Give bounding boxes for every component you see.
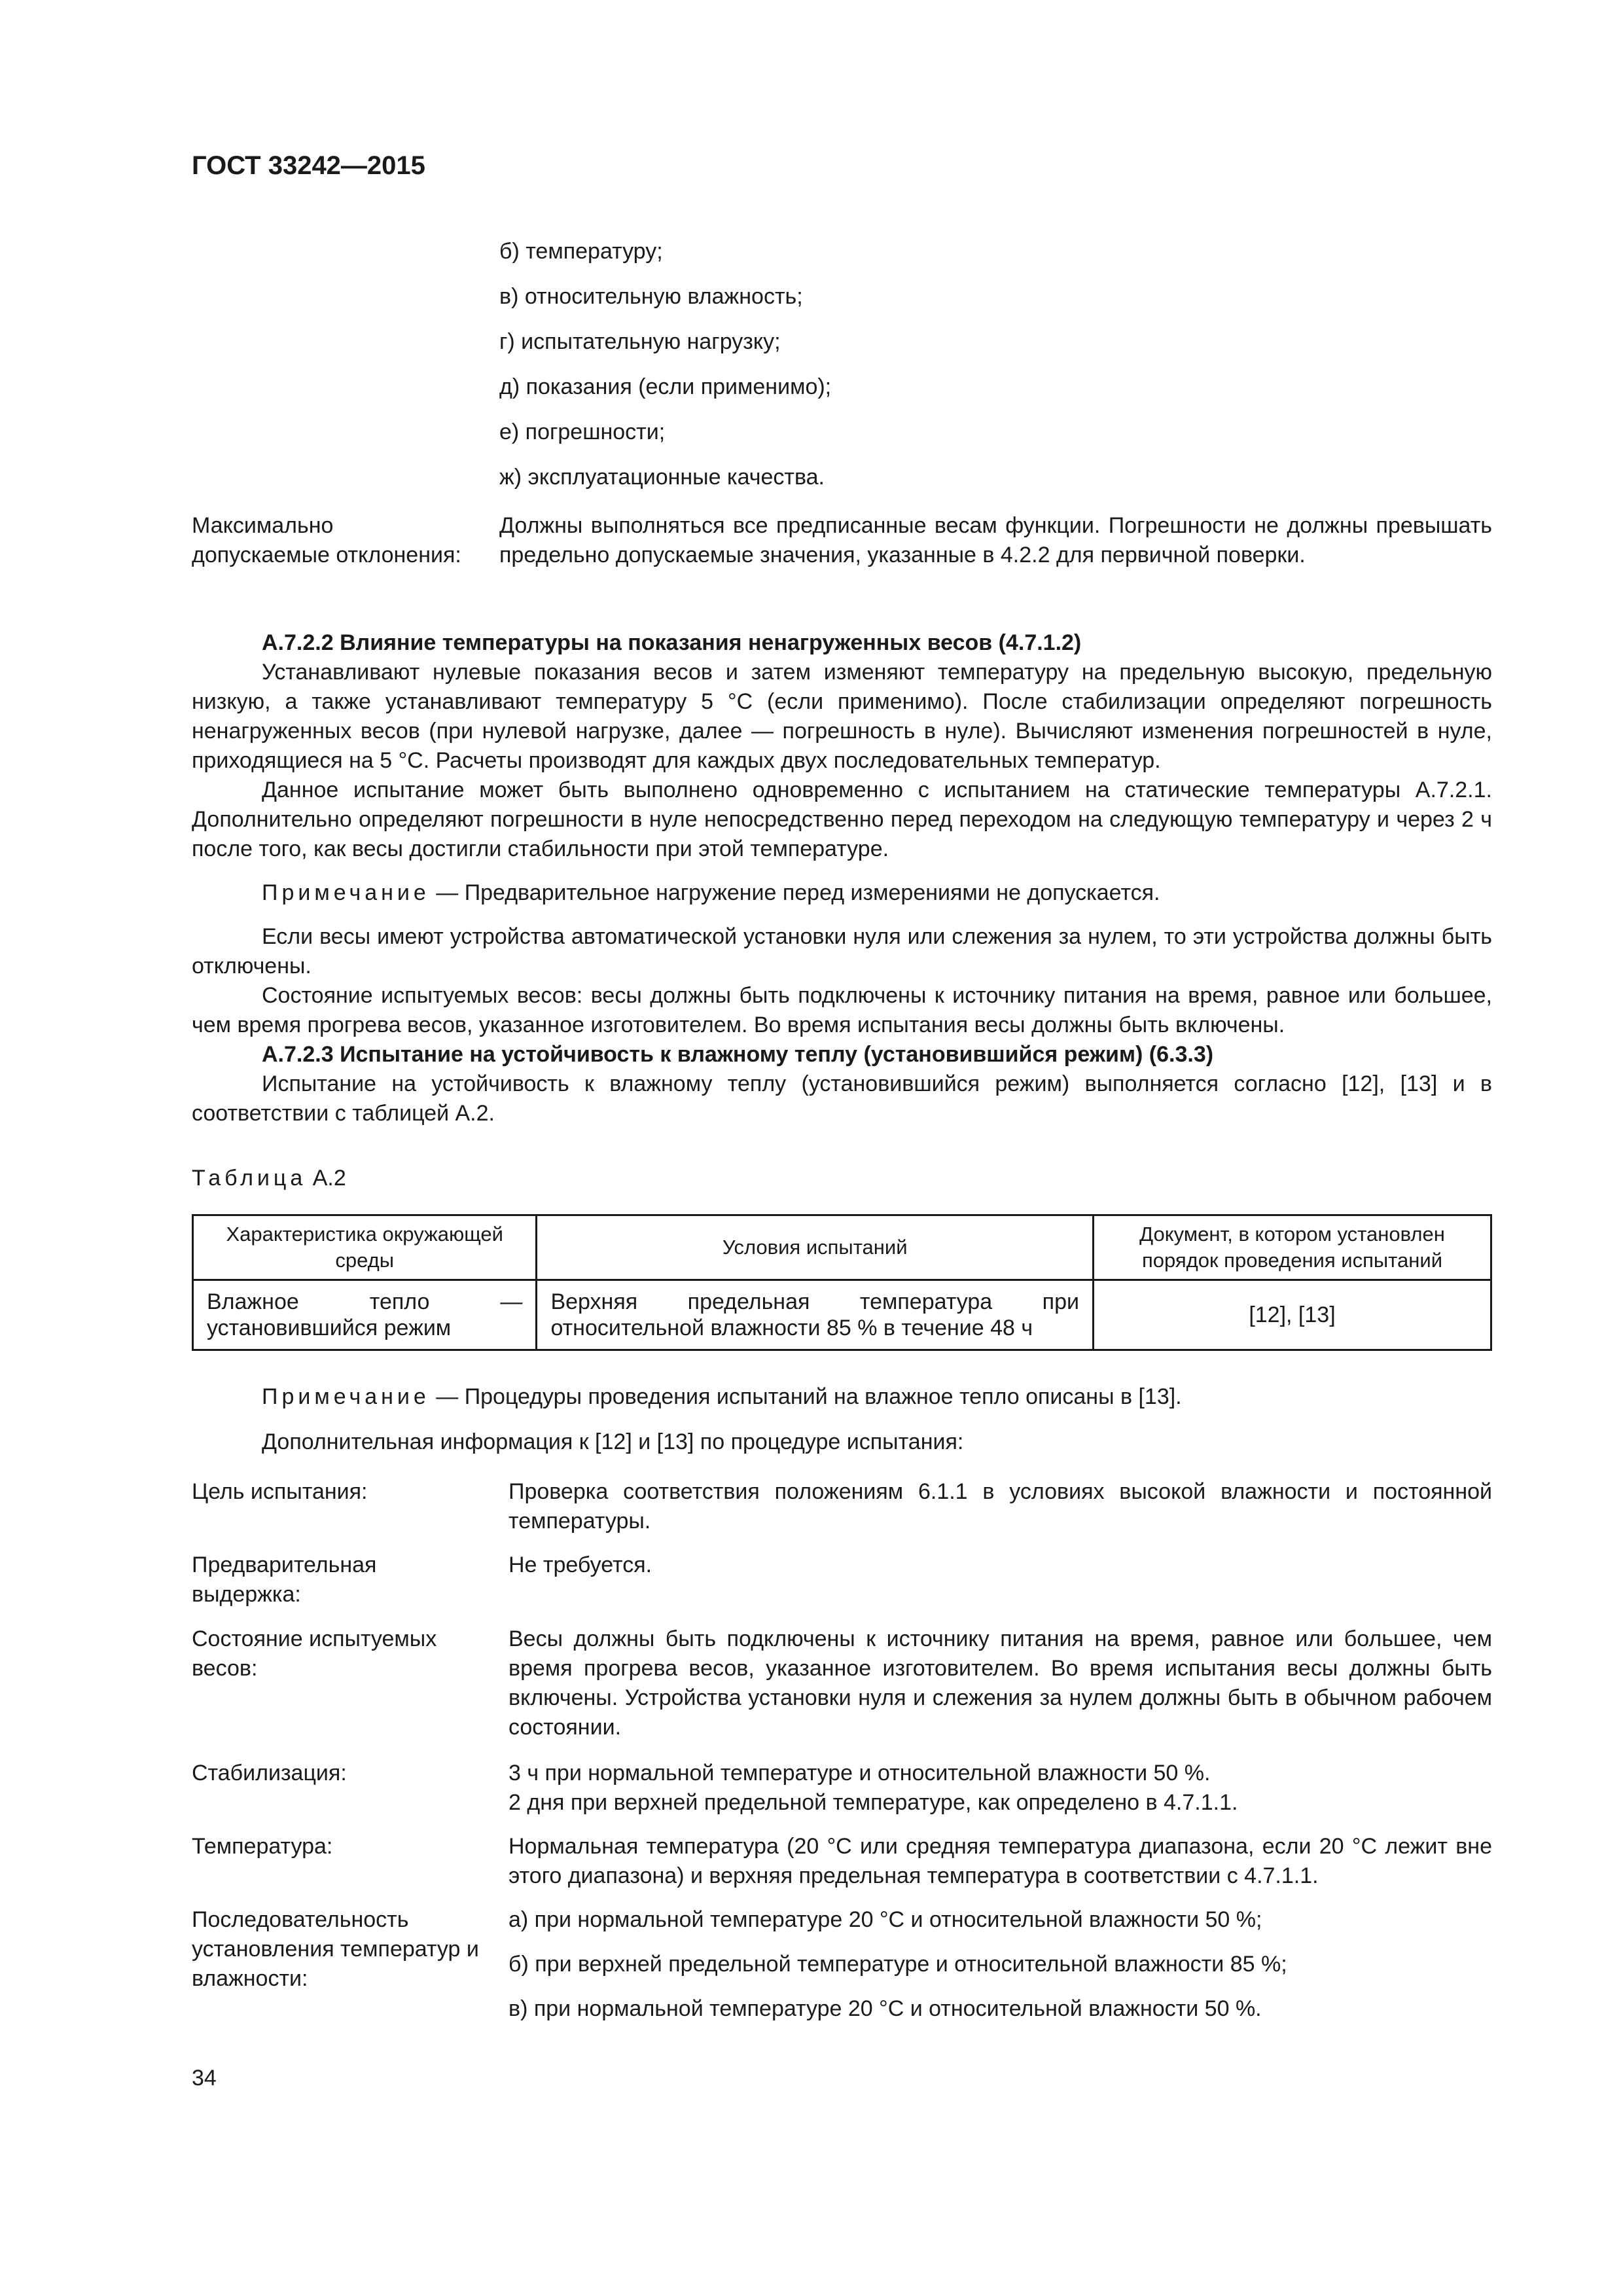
table-cell: Влажное тепло — установившийся режим (193, 1280, 537, 1350)
paragraph: Состояние испытуемых весов: весы должны быть подключены к источнику питания на время, равное или большее, чем время прогрева весов, указанное изготовителем. Во время испытания весы должны быть включены. (192, 983, 1492, 1037)
definition-desc (508, 1905, 1492, 2024)
desc-line: 2 дня при верхней предельной температуре, как определено в 4.7.1.1. (508, 1790, 1238, 1815)
desc-line: а) при нормальной температуре 20 °C и относительной влажности 50 %; (508, 1907, 1262, 1932)
table-caption-label: Таблица (192, 1166, 307, 1191)
table-cell: [12], [13] (1093, 1280, 1491, 1350)
table-header-cell: Условия испытаний (537, 1215, 1094, 1280)
paragraph: Дополнительная информация к [12] и [13] по процедуре испытания: (262, 1429, 964, 1454)
table-caption-number: А.2 (306, 1166, 346, 1191)
desc-line: в) при нормальной температуре 20 °C и относительной влажности 50 %. (508, 1996, 1262, 2021)
document-header: ГОСТ 33242—2015 (192, 151, 425, 180)
paragraph: Если весы имеют устройства автоматической установки нуля или слежения за нулем, то эти устройства должны быть отключены. (192, 924, 1492, 978)
definition-desc: Проверка соответствия положениям 6.1.1 в условиях высокой влажности и постоянной температуры. (508, 1479, 1492, 1534)
list-item: б) температуру; (499, 239, 663, 264)
definition-desc: Нормальная температура (20 °C или средняя температура диапазона, если 20 °C лежит вне этого диапазона) и верхняя предельная температура в соответствии с 4.7.1.1. (508, 1834, 1492, 1888)
section-heading: А.7.2.2 Влияние температуры на показания ненагруженных весов (4.7.1.2) (262, 630, 1082, 655)
list-item: д) показания (если применимо); (499, 374, 832, 399)
paragraph: Устанавливают нулевые показания весов и затем изменяют температуру на предельную высокую, предельную низкую, а также устанавливают температуру 5 °C (если применимо). После стабилизации определяют погрешность ненагруженных весов (при нулевой нагрузке, далее — погрешность в нуле). Вычисляют изменения погрешностей в нуле, приходящиеся на 5 °C. Расчеты производят для каждых двух последовательных температур. (192, 660, 1492, 773)
note (192, 878, 1492, 908)
page-number: 34 (192, 2066, 217, 2090)
desc-line: 3 ч при нормальной температуре и относительной влажности 50 %. (508, 1761, 1211, 1785)
definition-desc (508, 1759, 1492, 1818)
list-item: е) погрешности; (499, 420, 666, 444)
note-text: — Предварительное нагружение перед измерениями не допускается. (429, 880, 1160, 905)
note-label: Примечание (262, 1384, 430, 1409)
definition-term: Максимально допускаемые отклонения: (192, 513, 461, 567)
paragraph: Испытание на устойчивость к влажному теплу (установившийся режим) выполняется согласно [12], [13] и в соответствии с таблицей А.2. (192, 1071, 1492, 1126)
definition-term: Температура: (192, 1834, 333, 1859)
definition-term: Предварительная выдержка: (192, 1552, 377, 1607)
paragraph: Данное испытание может быть выполнено одновременно с испытанием на статические температуры А.7.2.1. Дополнительно определяют погрешности в нуле непосредственно перед переходом на следующую температуру и через 2 ч после того, как весы достигли стабильности при этой температуре. (192, 778, 1492, 861)
parameter-list (499, 237, 1492, 508)
definition-desc: Должны выполняться все предписанные весам функции. Погрешности не должны превышать предельно допускаемые значения, указанные в 4.2.2 для первичной поверки. (499, 513, 1492, 567)
list-item: в) относительную влажность; (499, 284, 803, 309)
list-item: ж) эксплуатационные качества. (499, 465, 825, 490)
note-text: — Процедуры проведения испытаний на влажное тепло описаны в [13]. (429, 1384, 1182, 1409)
table-header-cell: Характеристика окружающей среды (193, 1215, 537, 1280)
section-a722 (192, 628, 1492, 1128)
definition-desc: Весы должны быть подключены к источнику питания на время, равное или большее, чем время прогрева весов, указанное изготовителем. Во время испытания весы должны быть включены. Устройства установки нуля и слежения за нулем должны быть в обычном рабочем состоянии. (508, 1626, 1492, 1740)
conditions-table (192, 1214, 1492, 1351)
note-label: Примечание (262, 880, 430, 905)
definition-term: Цель испытания: (192, 1479, 368, 1504)
table-row (193, 1280, 1491, 1350)
desc-line: б) при верхней предельной температуре и относительной влажности 85 %; (508, 1952, 1287, 1977)
table-header-row (193, 1215, 1491, 1280)
table-header-cell: Документ, в котором установлен порядок проведения испытаний (1093, 1215, 1491, 1280)
section-heading: А.7.2.3 Испытание на устойчивость к влажному теплу (установившийся режим) (6.3.3) (262, 1042, 1214, 1067)
definition-desc: Не требуется. (508, 1552, 652, 1577)
table-caption (192, 1164, 346, 1193)
definition-term: Последовательность установления температур и влажности: (192, 1907, 479, 1991)
definition-term: Стабилизация: (192, 1761, 347, 1785)
note (192, 1382, 1492, 1412)
table-cell: Верхняя предельная температура при относительной влажности 85 % в течение 48 ч (537, 1280, 1094, 1350)
definition-term: Состояние испытуемых весов: (192, 1626, 437, 1681)
list-item: г) испытательную нагрузку; (499, 329, 781, 354)
